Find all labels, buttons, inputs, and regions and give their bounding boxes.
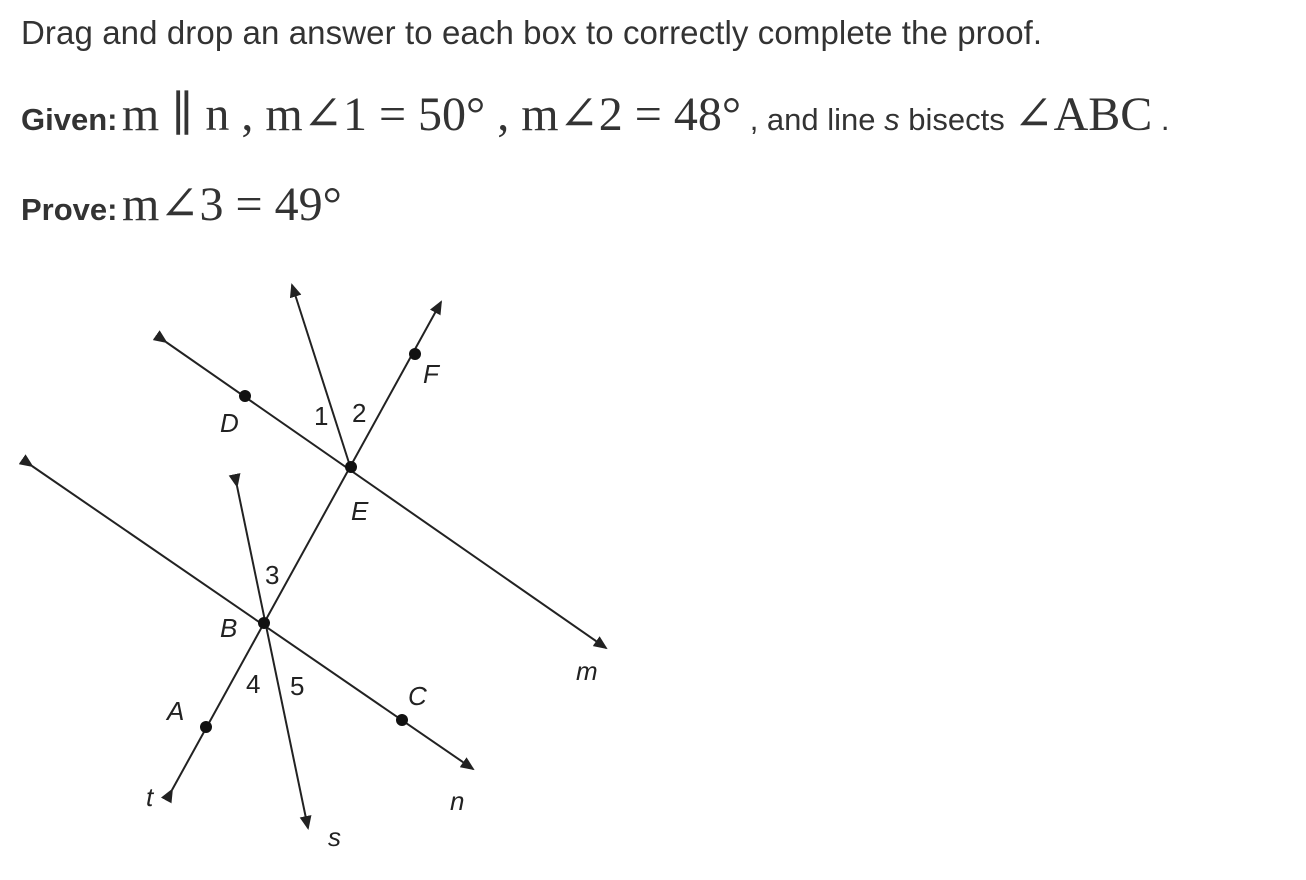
angle-label-3: 3 (265, 560, 280, 590)
given-math: m ∥ n , m∠1 = 50° , m∠2 = 48° (121, 88, 742, 141)
label-f: F (423, 359, 439, 389)
given-label: Given: (21, 102, 118, 137)
angle-label-1: 1 (314, 401, 329, 431)
prove-math: m∠3 = 49° (121, 178, 342, 231)
point-b (258, 617, 270, 629)
label-line-s: s (328, 822, 341, 852)
label-a: A (167, 696, 185, 726)
line-n (32, 466, 473, 769)
given-text-mid: , and line (741, 102, 885, 137)
point-e (345, 461, 357, 473)
point-d (239, 390, 251, 402)
point-c (396, 714, 408, 726)
label-d: D (220, 408, 239, 438)
instruction-text: Drag and drop an answer to each box to correctly complete the proof. (21, 14, 1043, 51)
label-line-t: t (146, 782, 154, 812)
line-s (237, 486, 308, 828)
given-end: . (1152, 102, 1170, 137)
angle-label-5: 5 (290, 671, 305, 701)
label-line-n: n (450, 786, 465, 816)
point-a (200, 721, 212, 733)
given-text-bisects: bisects (899, 102, 1014, 137)
given-statement (21, 86, 1170, 142)
geometry-diagram (0, 240, 680, 860)
angle-label-4: 4 (246, 669, 261, 699)
label-e: E (351, 496, 369, 526)
point-f (409, 348, 421, 360)
label-line-m: m (576, 656, 598, 686)
angle-label-2: 2 (352, 398, 367, 428)
label-c: C (408, 681, 427, 711)
label-b: B (220, 613, 238, 643)
given-var-s: s (884, 102, 900, 137)
prove-label: Prove: (21, 192, 118, 227)
prove-statement (21, 176, 342, 232)
line-m (166, 342, 606, 648)
ray-e-up (292, 285, 350, 466)
given-angle-abc: ∠ABC (1013, 88, 1153, 141)
